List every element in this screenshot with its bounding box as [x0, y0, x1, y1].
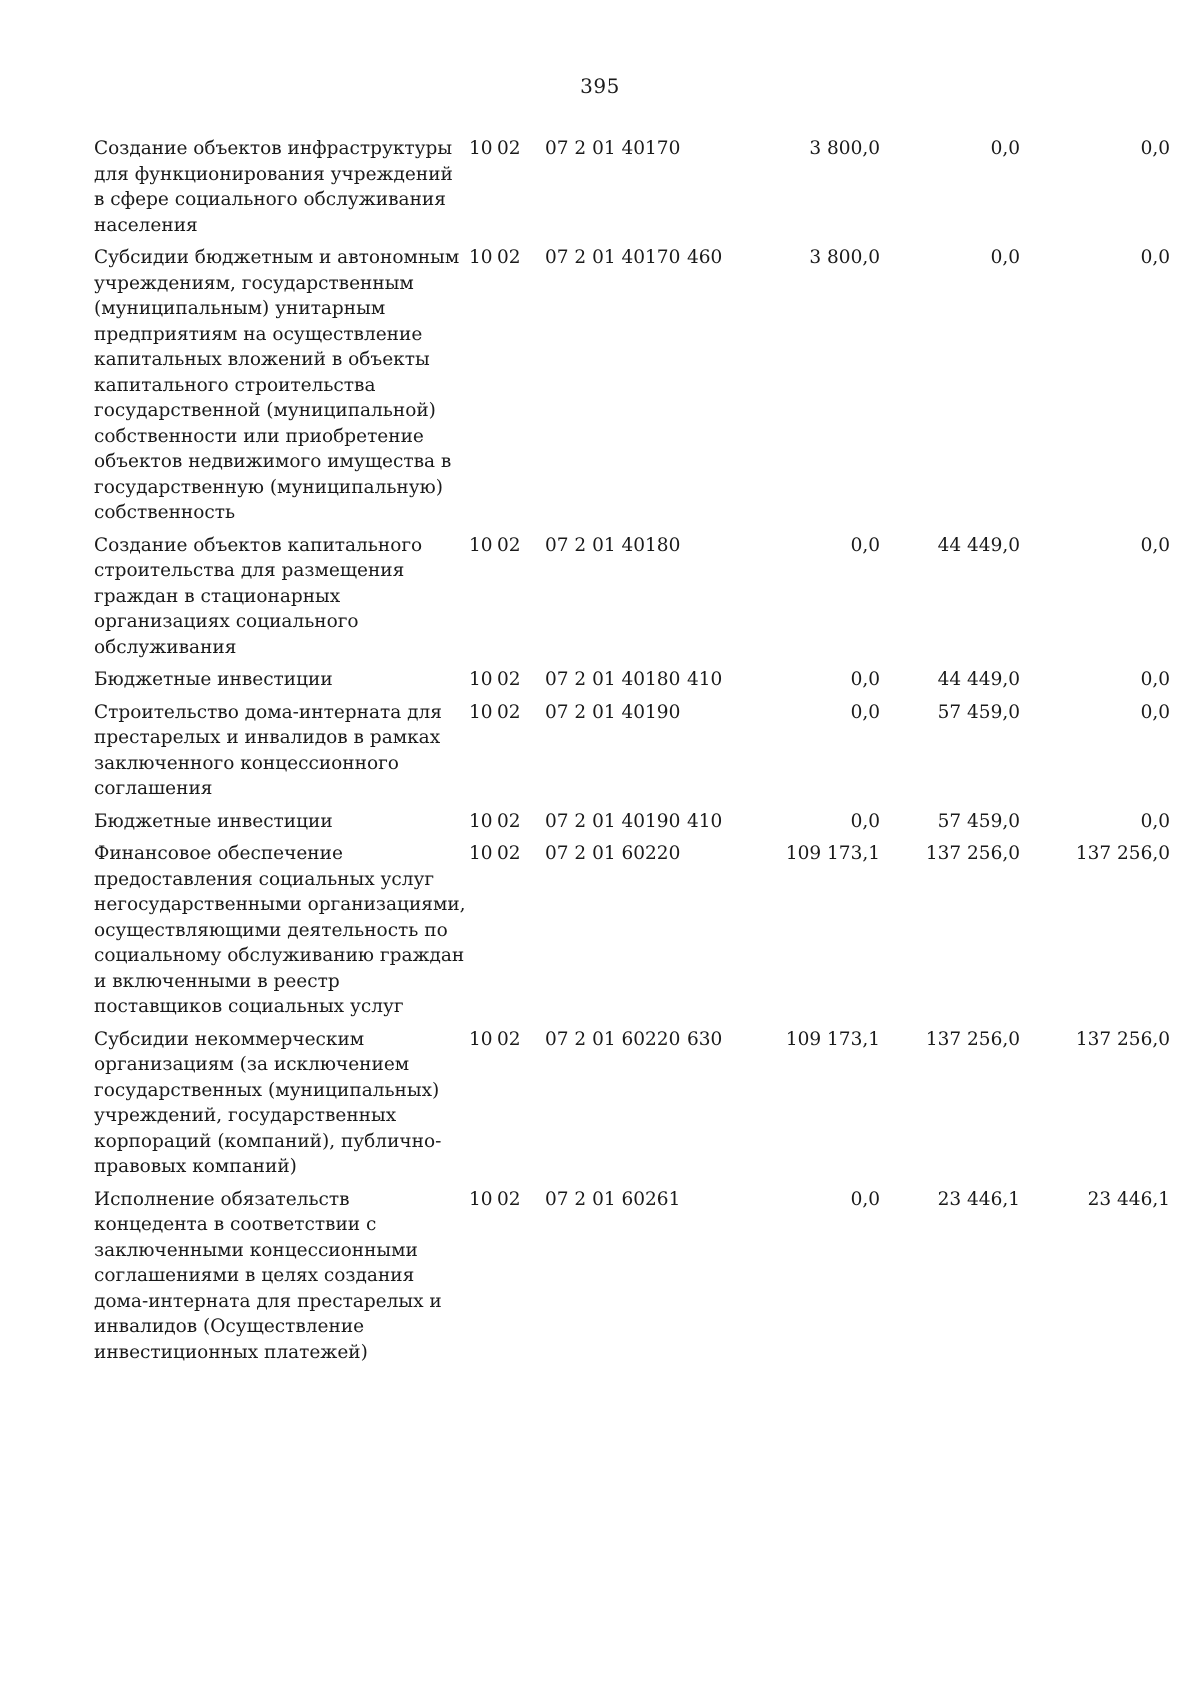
row-name: Финансовое обеспечение предоставления социальных услуг негосударственными организациями, осуществляющими деятельность по социальному обслуживанию граждан и включенными в реестр поставщиков социальных услуг	[94, 843, 466, 1017]
amount-year-2: 137 256,0	[925, 843, 1020, 864]
target-article-code: 07 2 01 40170	[545, 138, 681, 159]
target-article-code: 07 2 01 60220	[545, 1028, 681, 1050]
target-article-code: 07 2 01 40170	[545, 247, 681, 268]
target-article-code: 07 2 01 40180	[545, 669, 681, 690]
table-row	[94, 809, 1170, 842]
amount-year-3: 0,0	[1140, 669, 1170, 690]
amount-year-1: 3 800,0	[809, 138, 880, 159]
row-name: Создание объектов капитального строительства для размещения граждан в стационарных организациях социального обслуживания	[94, 534, 423, 658]
amount-year-2: 23 446,1	[937, 1188, 1020, 1210]
amount-year-2: 0,0	[990, 138, 1020, 159]
amount-year-3: 23 446,1	[1087, 1188, 1170, 1210]
subsection-code: 02	[497, 810, 521, 832]
row-name: Строительство дома-интерната для престарелых и инвалидов в рамках заключенного концессионного соглашения	[94, 701, 442, 799]
subsection-code: 02	[497, 1028, 521, 1050]
subsection-code: 02	[497, 534, 521, 556]
target-article-code: 07 2 01 60220	[545, 843, 681, 864]
amount-year-2: 57 459,0	[937, 810, 1020, 832]
target-article-code: 07 2 01 60261	[545, 1188, 681, 1210]
subsection-code: 02	[497, 669, 521, 690]
amount-year-2: 44 449,0	[937, 669, 1020, 690]
subsection-code: 02	[497, 843, 521, 864]
section-code: 10	[469, 534, 493, 556]
target-article-code: 07 2 01 40190	[545, 701, 681, 723]
amount-year-2: 57 459,0	[937, 701, 1020, 723]
expense-type-code: 410	[687, 810, 723, 832]
row-name: Субсидии некоммерческим организациям (за исключением государственных (муниципальных) учреждений, государственных корпораций (компаний), публично-правовых компаний)	[94, 1028, 442, 1177]
amount-year-3: 0,0	[1140, 138, 1170, 159]
amount-year-3: 137 256,0	[1075, 1028, 1170, 1050]
amount-year-2: 137 256,0	[925, 1028, 1020, 1050]
subsection-code: 02	[497, 247, 521, 268]
amount-year-1: 0,0	[850, 1188, 880, 1210]
expense-type-code	[687, 136, 742, 245]
amount-year-3: 0,0	[1140, 701, 1170, 723]
table-row	[94, 136, 1170, 245]
table-row	[94, 533, 1170, 668]
expense-type-code: 460	[687, 247, 723, 268]
section-code: 10	[469, 138, 493, 159]
subsection-code: 02	[497, 138, 521, 159]
expense-type-code: 630	[687, 1028, 723, 1050]
amount-year-1: 109 173,1	[785, 843, 880, 864]
amount-year-1: 0,0	[850, 810, 880, 832]
table-row	[94, 1187, 1170, 1373]
amount-year-3: 0,0	[1140, 810, 1170, 832]
section-code: 10	[469, 669, 493, 690]
subsection-code: 02	[497, 1188, 521, 1210]
section-code: 10	[469, 843, 493, 864]
target-article-code: 07 2 01 40190	[545, 810, 681, 832]
section-code: 10	[469, 1188, 493, 1210]
expense-type-code	[687, 841, 742, 1027]
amount-year-1: 109 173,1	[785, 1028, 880, 1050]
table-row	[94, 700, 1170, 809]
row-name: Бюджетные инвестиции	[94, 669, 333, 690]
section-code: 10	[469, 810, 493, 832]
amount-year-3: 137 256,0	[1075, 843, 1170, 864]
amount-year-3: 0,0	[1140, 534, 1170, 556]
table-row	[94, 1027, 1170, 1187]
amount-year-2: 44 449,0	[937, 534, 1020, 556]
table-row	[94, 245, 1170, 533]
row-name: Создание объектов инфраструктуры для функционирования учреждений в сфере социального обслуживания населения	[94, 138, 453, 236]
target-article-code: 07 2 01 40180	[545, 534, 681, 556]
amount-year-3: 0,0	[1140, 247, 1170, 268]
amount-year-1: 3 800,0	[809, 247, 880, 268]
amount-year-1: 0,0	[850, 701, 880, 723]
amount-year-1: 0,0	[850, 534, 880, 556]
page-number: 395	[580, 74, 620, 98]
expense-type-code: 410	[687, 669, 723, 690]
row-name: Бюджетные инвестиции	[94, 810, 333, 832]
amount-year-2: 0,0	[990, 247, 1020, 268]
table-row	[94, 841, 1170, 1027]
amount-year-1: 0,0	[850, 669, 880, 690]
row-name: Исполнение обязательств концедента в соответствии с заключенными концессионными соглашениями в целях создания дома-интерната для престарелых и инвалидов (Осуществление инвестиционных платежей)	[94, 1188, 442, 1363]
subsection-code: 02	[497, 701, 521, 723]
row-name: Субсидии бюджетным и автономным учреждениям, государственным (муниципальным) унитарным предприятиям на осуществление капитальных вложений в объекты капитального строительства государственной (муниципальной) собственности или приобретение объектов недвижимого имущества в государственную (муниципальную) собственность	[94, 247, 460, 523]
budget-table	[94, 136, 1170, 1372]
section-code: 10	[469, 1028, 493, 1050]
expense-type-code	[687, 1187, 742, 1373]
expense-type-code	[687, 533, 742, 668]
section-code: 10	[469, 247, 493, 268]
section-code: 10	[469, 701, 493, 723]
table-row	[94, 667, 1170, 700]
expense-type-code	[687, 700, 742, 809]
